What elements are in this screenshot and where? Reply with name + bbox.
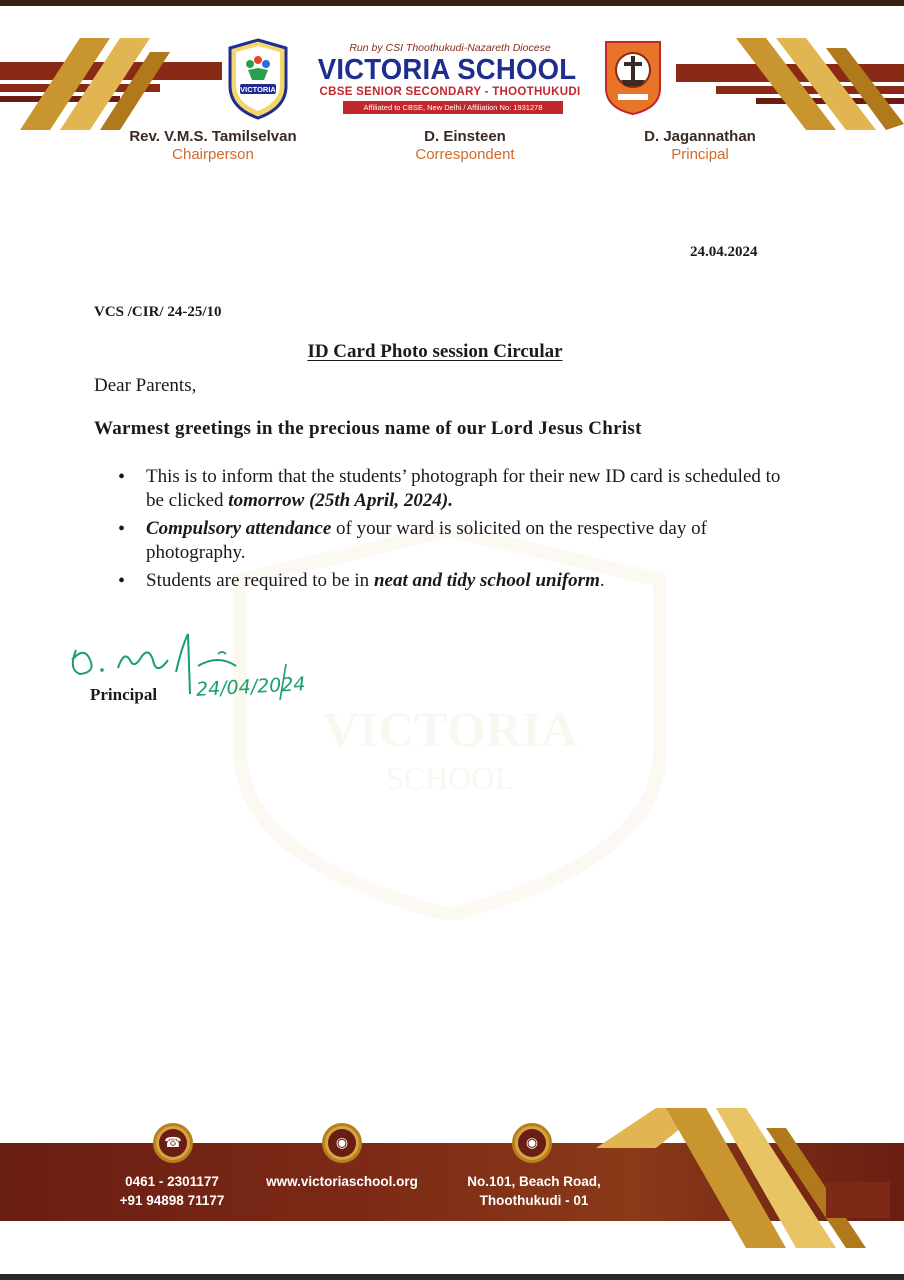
bullet-text: Students are required to be in [146, 570, 374, 591]
bullet-text: This is to inform that the students’ photograph for their new ID card is scheduled to be clicked [146, 466, 781, 511]
principal-role: Principal [671, 146, 729, 163]
school-logo-text: VICTORIA [240, 85, 276, 94]
principal-name: D. Jagannathan [644, 128, 756, 145]
watermark-text: VICTORIA [322, 701, 578, 757]
watermark-subtext: SCHOOL [385, 760, 514, 796]
bullet-emphasis: tomorrow (25th April, 2024). [228, 490, 453, 511]
diocese-emblem [604, 40, 662, 116]
list-item [118, 465, 798, 513]
bullet-text: . [599, 570, 605, 591]
address-line-2: Thoothukudi - 01 [479, 1193, 589, 1208]
globe-icon: ◉ [322, 1123, 362, 1163]
school-logo [226, 38, 290, 120]
correspondent-name: D. Einsteen [424, 128, 506, 145]
affiliation-banner: Affiliated to CBSE, New Delhi / Affiliation No: 1931278 [343, 101, 563, 114]
reference-number: VCS /CIR/ 24-25/10 [94, 304, 222, 320]
header-ribbon-left [0, 38, 222, 130]
chairperson-role: Chairperson [172, 146, 254, 163]
footer-website[interactable]: www.victoriaschool.org [266, 1174, 418, 1189]
salutation: Dear Parents, [94, 375, 197, 396]
phone-landline: 0461 - 2301177 [125, 1174, 219, 1189]
chairperson-name: Rev. V.M.S. Tamilselvan [129, 128, 297, 145]
letter-subject [0, 341, 870, 363]
phone-icon: ☎ [153, 1123, 193, 1163]
correspondent-block [350, 128, 580, 163]
address-line-1: No.101, Beach Road, [467, 1174, 601, 1189]
school-name: VICTORIA SCHOOL [317, 54, 577, 86]
school-subtitle: CBSE SENIOR SECONDARY - THOOTHUKUDI [319, 86, 581, 98]
phone-mobile: +91 94898 71177 [119, 1193, 225, 1208]
subject-text: ID Card Photo session Circular [307, 341, 563, 362]
principal-block [600, 128, 800, 163]
signature-date: 24/04/2024 [195, 673, 307, 701]
bullet-text: of your ward is solicited on the respective day of photography. [146, 518, 707, 563]
correspondent-role: Correspondent [415, 146, 515, 163]
bottom-border [0, 1274, 904, 1280]
chairperson-block [100, 128, 326, 163]
letter-date: 24.04.2024 [690, 244, 758, 260]
top-border [0, 0, 904, 6]
header-ribbon-right [676, 38, 904, 130]
location-pin-icon: ◉ [512, 1123, 552, 1163]
list-item [118, 569, 798, 593]
footer-address [450, 1172, 618, 1210]
footer-ribbon [596, 1108, 896, 1248]
list-item [118, 517, 798, 565]
footer-phone [100, 1172, 244, 1210]
signatory-label: Principal [90, 685, 158, 704]
greeting-line: Warmest greetings in the precious name of our Lord Jesus Christ [94, 418, 642, 439]
bullet-emphasis: Compulsory attendance [146, 518, 332, 539]
run-by-line: Run by CSI Thoothukudi-Nazareth Diocese [349, 42, 551, 54]
circular-points [118, 465, 798, 597]
bullet-emphasis: neat and tidy school uniform [373, 570, 600, 591]
